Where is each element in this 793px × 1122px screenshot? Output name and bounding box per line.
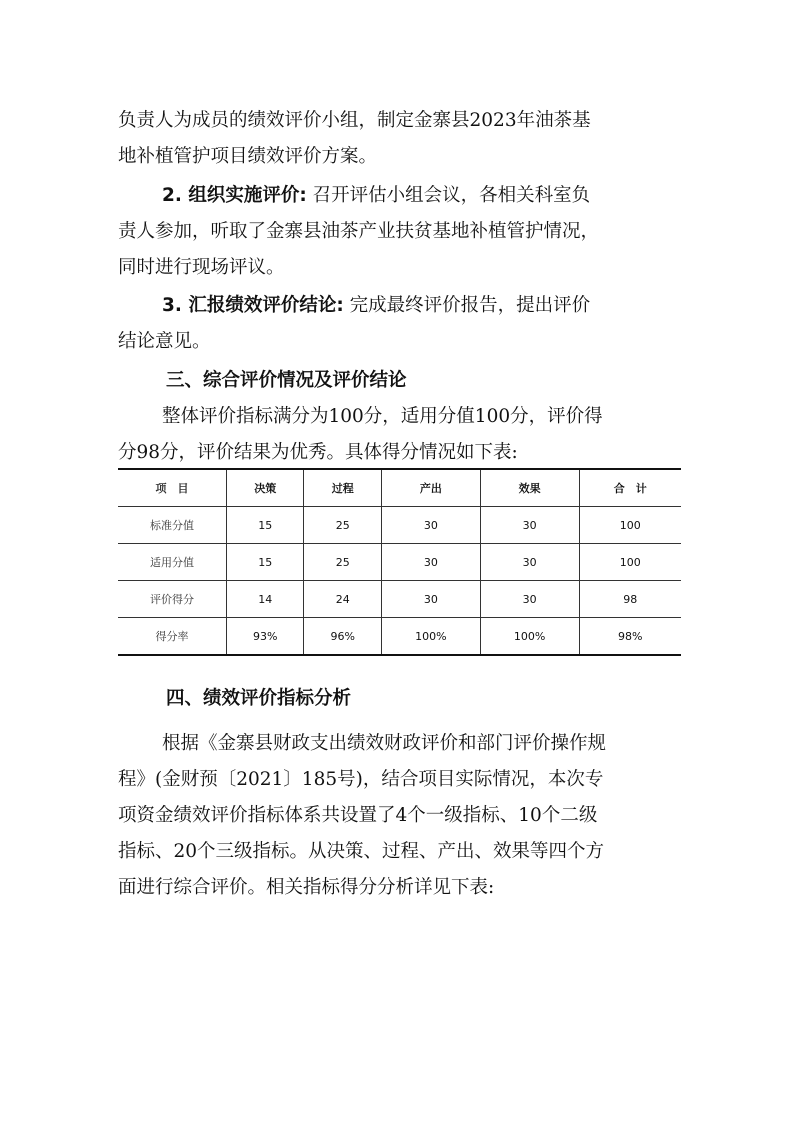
table-cell: 30 [381,581,480,618]
table-cell: 100 [579,544,681,581]
table-cell: 30 [480,507,579,544]
table-cell: 评价得分 [118,581,227,618]
table-cell: 96% [304,618,381,656]
table-row [118,507,681,544]
table-cell: 15 [227,544,304,581]
table-cell: 15 [227,507,304,544]
table-cell: 30 [480,544,579,581]
table-cell: 适用分值 [118,544,227,581]
table-row [118,581,681,618]
table-cell: 25 [304,507,381,544]
analysis-line-2: 程》(金财预〔2021〕185号)，结合项目实际情况，本次专 [118,769,604,790]
summary-line-2: 分98分，评价结果为优秀。具体得分情况如下表: [118,442,518,463]
analysis-paragraph [118,726,678,906]
summary-line-1: 整体评价指标满分为100分，适用分值100分，评价得 [162,406,603,427]
section-3-heading: 三、综合评价情况及评价结论 [166,370,407,391]
step-3-paragraph [118,288,678,360]
table-cell: 98% [579,618,681,656]
step-2-line-2: 责人参加，听取了金寨县油茶产业扶贫基地补植管护情况， [118,221,600,242]
table-row [118,544,681,581]
analysis-line-5: 面进行综合评价。相关指标得分分析详见下表: [118,877,495,898]
step-3-line-1: 完成最终评价报告，提出评价 [343,295,591,316]
step-2-label: 2. 组织实施评价: [162,185,307,206]
step-2-paragraph [118,178,678,286]
table-cell: 25 [304,544,381,581]
table-cell: 98 [579,581,681,618]
section-4-heading: 四、绩效评价指标分析 [166,688,352,709]
analysis-line-3: 项资金绩效评价指标体系共设置了4个一级指标、10个二级 [118,805,598,826]
table-cell: 100% [381,618,480,656]
score-table [118,468,681,656]
summary-paragraph [118,399,678,471]
table-cell: 标准分值 [118,507,227,544]
table-cell: 得分率 [118,618,227,656]
score-table-header-row [118,469,681,507]
table-cell: 93% [227,618,304,656]
table-cell: 24 [304,581,381,618]
analysis-line-4: 指标、20个三级指标。从决策、过程、产出、效果等四个方 [118,841,605,862]
step-3-label: 3. 汇报绩效评价结论: [162,295,344,316]
table-cell: 14 [227,581,304,618]
table-cell: 30 [480,581,579,618]
header-total: 合 计 [579,469,681,507]
analysis-line-1: 根据《金寨县财政支出绩效财政评价和部门评价操作规 [162,733,607,754]
table-cell: 100% [480,618,579,656]
intro-paragraph [118,103,678,175]
table-cell: 30 [381,507,480,544]
intro-line-2: 地补植管护项目绩效评价方案。 [118,146,378,167]
table-cell: 100 [579,507,681,544]
header-output: 产出 [381,469,480,507]
step-2-line-3: 同时进行现场评议。 [118,257,285,278]
header-effect: 效果 [480,469,579,507]
intro-line-1: 负责人为成员的绩效评价小组，制定金寨县2023年油茶基 [118,110,591,131]
step-2-line-1: 召开评估小组会议，各相关科室负 [306,185,591,206]
header-decision: 决策 [227,469,304,507]
header-process: 过程 [304,469,381,507]
table-row [118,618,681,656]
table-cell: 30 [381,544,480,581]
header-item: 项 目 [118,469,227,507]
step-3-line-2: 结论意见。 [118,331,211,352]
